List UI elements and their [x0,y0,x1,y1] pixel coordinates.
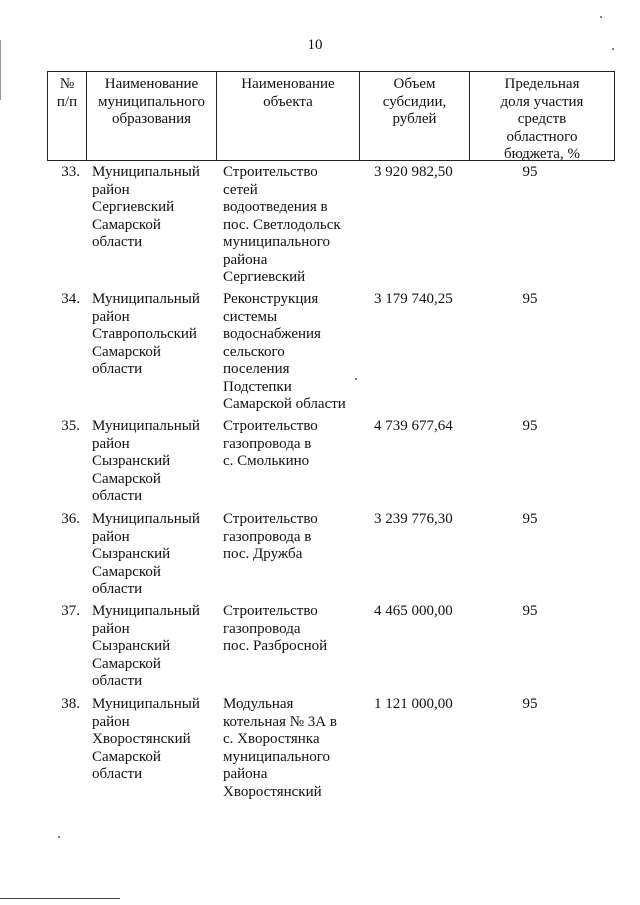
header-subsidy: Объем субсидии, рублей [382,76,447,127]
municipality-cell: Муниципальный район Сызранский Самарской области [92,418,200,504]
scan-speck [600,16,602,18]
row-number: 37. [61,603,80,619]
subsidy-cell: 4 465 000,00 [374,603,453,619]
object-cell: Строительство газопровода пос. Разбросной [223,603,328,654]
object-cell: Реконструкция системы водоснабжения сельского поселения Подстепки Самарской области [223,291,346,412]
municipality-cell: Муниципальный район Сызранский Самарской области [92,511,200,597]
municipality-cell: Муниципальный район Сызранский Самарской области [92,603,200,689]
row-number: 36. [61,511,80,527]
row-number: 35. [61,418,80,434]
share-cell: 95 [522,291,538,307]
row-number: 34. [61,291,80,307]
scan-speck [355,378,357,380]
municipality-cell: Муниципальный район Сергиевский Самарской области [92,164,200,250]
header-object: Наименование объекта [241,76,335,110]
page-number: 10 [307,37,323,53]
subsidy-cell: 3 239 776,30 [374,511,453,527]
municipality-cell: Муниципальный район Хворостянский Самарской области [92,696,200,782]
subsidy-cell: 4 739 677,64 [374,418,453,434]
header-share: Предельная доля участия средств областного бюджета, % [500,76,584,162]
object-cell: Строительство сетей водоотведения в пос. Светлодольск муниципального района Сергиевский [223,164,341,285]
object-cell: Строительство газопровода в пос. Дружба [223,511,318,562]
row-number: 38. [61,696,80,712]
header-municipality: Наименование муниципального образования [97,76,206,127]
scan-speck [58,836,60,838]
municipality-cell: Муниципальный район Ставропольский Самарской области [92,291,200,377]
subsidy-cell: 1 121 000,00 [374,696,453,712]
share-cell: 95 [522,511,538,527]
scan-bottom-line [0,898,120,899]
row-number: 33. [61,164,80,180]
share-cell: 95 [522,696,538,712]
share-cell: 95 [522,164,538,180]
share-cell: 95 [522,418,538,434]
header-num: № п/п [56,76,78,110]
object-cell: Строительство газопровода в с. Смолькино [223,418,318,469]
subsidy-cell: 3 179 740,25 [374,291,453,307]
share-cell: 95 [522,603,538,619]
subsidy-cell: 3 920 982,50 [374,164,453,180]
object-cell: Модульная котельная № 3А в с. Хворостянка муниципального района Хворостянский [223,696,337,800]
scan-speck [612,48,614,50]
